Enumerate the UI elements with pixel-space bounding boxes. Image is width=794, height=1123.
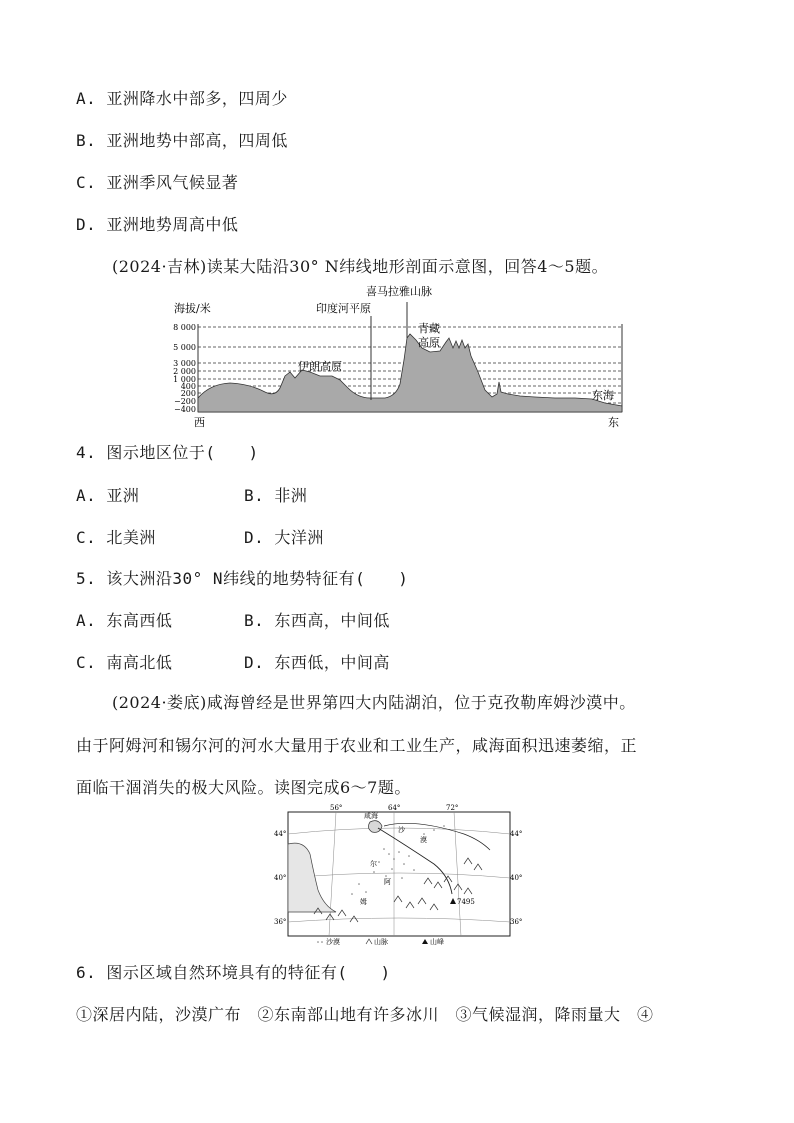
legend-desert: 沙漠 xyxy=(326,938,340,946)
label-east: 东 xyxy=(608,416,619,429)
map-label-xianhai: 咸海 xyxy=(364,812,378,820)
q6-options-line: ①深居内陆，沙漠广布 ②东南部山地有许多冰川 ③气候湿润，降雨量大 ④ xyxy=(76,1005,654,1024)
map-lat-right-40: 40° xyxy=(510,874,523,882)
q3-option-b: B. 亚洲地势中部高，四周低 xyxy=(76,131,288,150)
tick-200: 200 xyxy=(180,389,196,398)
map-label-peak: 7495 xyxy=(457,898,475,906)
q4-option-c: C. 北美洲 xyxy=(76,528,156,547)
label-west: 西 xyxy=(194,416,205,429)
tick-minus400: −400 xyxy=(174,405,196,414)
tick-1000: 1 000 xyxy=(173,375,196,384)
q4-option-b: B. 非洲 xyxy=(244,486,308,505)
q5-stem: 5. 该大洲沿30° N纬线的地势特征有( ) xyxy=(76,569,409,588)
map-lon-56: 56° xyxy=(330,804,343,812)
map-lon-72: 72° xyxy=(446,804,459,812)
q5-option-c: C. 南高北低 xyxy=(76,653,173,672)
q4-option-d: D. 大洋洲 xyxy=(244,528,324,547)
intro-q6-7-line3: 面临干涸消失的极大风险。读图完成6～7题。 xyxy=(76,778,411,797)
q6-stem: 6. 图示区域自然环境具有的特征有( ) xyxy=(76,963,391,982)
tick-400: 400 xyxy=(180,382,196,391)
profile-ylabel: 海拔/米 xyxy=(174,302,211,315)
map-lat-right-36: 36° xyxy=(510,918,523,926)
q5-option-b: B. 东西高，中间低 xyxy=(244,611,390,630)
label-iran-plateau: 伊朗高原 xyxy=(298,360,342,373)
intro-q6-7-line2: 由于阿姆河和锡尔河的河水大量用于农业和工业生产，咸海面积迅速萎缩，正 xyxy=(76,736,638,755)
terrain-shape xyxy=(198,334,622,412)
map-label-4: 阿 xyxy=(384,878,391,886)
map-lat-left-36: 36° xyxy=(274,918,287,926)
map-lat-right-44: 44° xyxy=(510,830,523,838)
map-label-1: 沙 xyxy=(398,826,405,834)
intro-q6-7-line1: (2024·娄底)咸海曾经是世界第四大内陆湖泊，位于克孜勒库姆沙漠中。 xyxy=(112,693,636,712)
q5-option-d: D. 东西低，中间高 xyxy=(244,653,390,672)
q4-stem: 4. 图示地区位于( ) xyxy=(76,443,259,462)
map-lon-64: 64° xyxy=(388,804,401,812)
label-qingzang-2: 高原 xyxy=(418,336,440,349)
label-east-sea: 东海 xyxy=(592,389,614,402)
q3-option-c: C. 亚洲季风气候显著 xyxy=(76,173,239,192)
tick-8000: 8 000 xyxy=(173,323,196,332)
tick-minus200: −200 xyxy=(174,397,196,406)
label-qingzang-1: 青藏 xyxy=(418,322,440,335)
map-lat-left-44: 44° xyxy=(274,830,287,838)
q3-option-a: A. 亚洲降水中部多，四周少 xyxy=(76,89,288,108)
map-label-2: 漠 xyxy=(420,836,427,844)
legend-mountain: 山脉 xyxy=(374,938,388,946)
map-label-3: 尔 xyxy=(370,860,377,868)
q4-option-a: A. 亚洲 xyxy=(76,486,140,505)
tick-2000: 2 000 xyxy=(173,367,196,376)
legend-peak: 山峰 xyxy=(430,938,444,946)
q5-option-a: A. 东高西低 xyxy=(76,611,173,630)
tick-3000: 3 000 xyxy=(173,359,196,368)
q3-option-d: D. 亚洲地势周高中低 xyxy=(76,215,239,234)
tick-5000: 5 000 xyxy=(173,343,196,352)
map-lat-left-40: 40° xyxy=(274,874,287,882)
label-himalaya: 喜马拉雅山脉 xyxy=(366,285,432,298)
map-label-5: 姆 xyxy=(360,898,367,906)
terrain-profile-figure xyxy=(160,280,640,430)
label-indus-plain: 印度河平原 xyxy=(316,302,371,315)
aral-sea-map xyxy=(274,804,524,949)
intro-q4-5: (2024·吉林)读某大陆沿30° N纬线地形剖面示意图，回答4～5题。 xyxy=(112,257,609,276)
